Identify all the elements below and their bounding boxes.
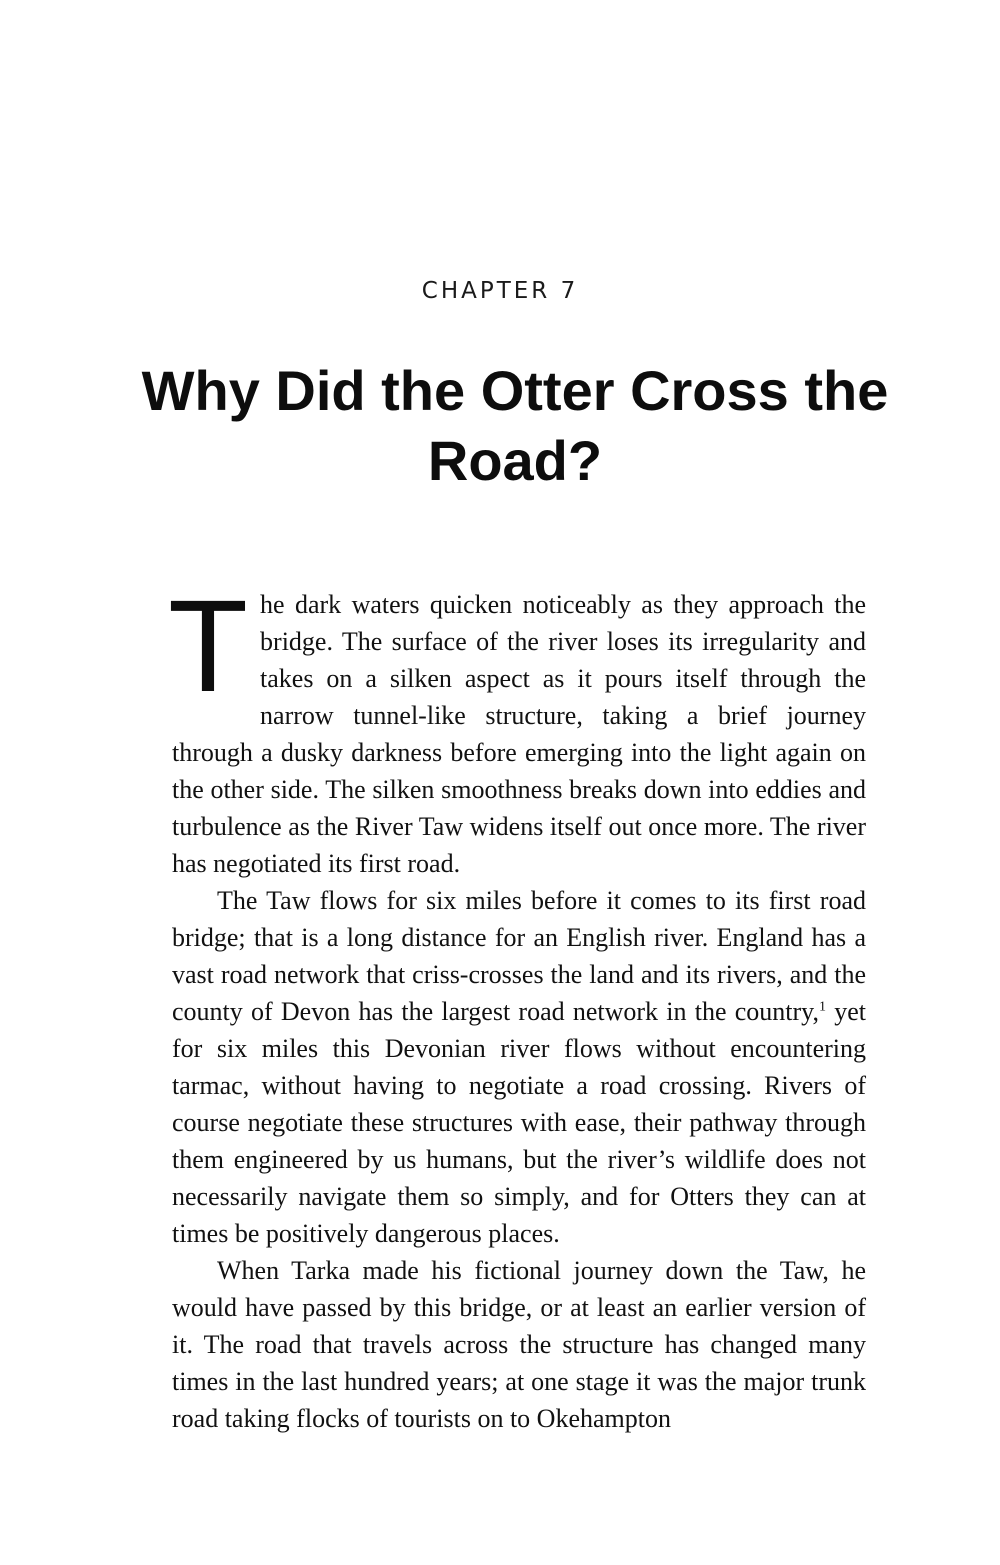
paragraph-1-text: he dark waters quicken noticeably as they approach the bridge. The surface of the river loses its irregularity and takes on a silken aspect as it pours itself through the narrow tunnel-like structure, taking a brief journey through a dusky darkness before emerging into the light again on the other side. The silken smoothness breaks down into eddies and turbulence as the River Taw widens itself out once more. The river has negotiated its first road. (172, 590, 866, 878)
paragraph-2-text-before-note: The Taw flows for six miles before it comes to its first road bridge; that is a long distance for an English river. England has a vast road network that criss-crosses the land and its rivers, and the county of Devon has the largest road network in the country, (172, 886, 866, 1026)
drop-cap: T (168, 572, 249, 719)
paragraph-2-text-after-note: yet for six miles this Devonian river flows without encountering tarmac, without having to negotiate a road crossing. Rivers of course negotiate these structures with ease, their pathway through them engineered by us humans, but the river’s wildlife does not necessarily navigate them so simply, and for Otters they can at times be positively dangerous places. (172, 997, 866, 1248)
paragraph-3-text: When Tarka made his fictional journey down the Taw, he would have passed by this bridge, or at least an earlier version of it. The road that travels across the structure has changed many times in the last hundred years; at one stage it was the major trunk road taking flocks of tourists on to Okehampton (172, 1256, 866, 1433)
footnote-marker[interactable]: 1 (818, 999, 826, 1015)
body-text (168, 572, 866, 1437)
paragraph-3 (172, 1252, 866, 1437)
chapter-label: CHAPTER 7 (421, 278, 579, 304)
chapter-title: Why Did the Otter Cross the Road? (141, 359, 889, 492)
paragraph-1 (168, 572, 866, 882)
paragraph-2 (172, 882, 866, 1252)
